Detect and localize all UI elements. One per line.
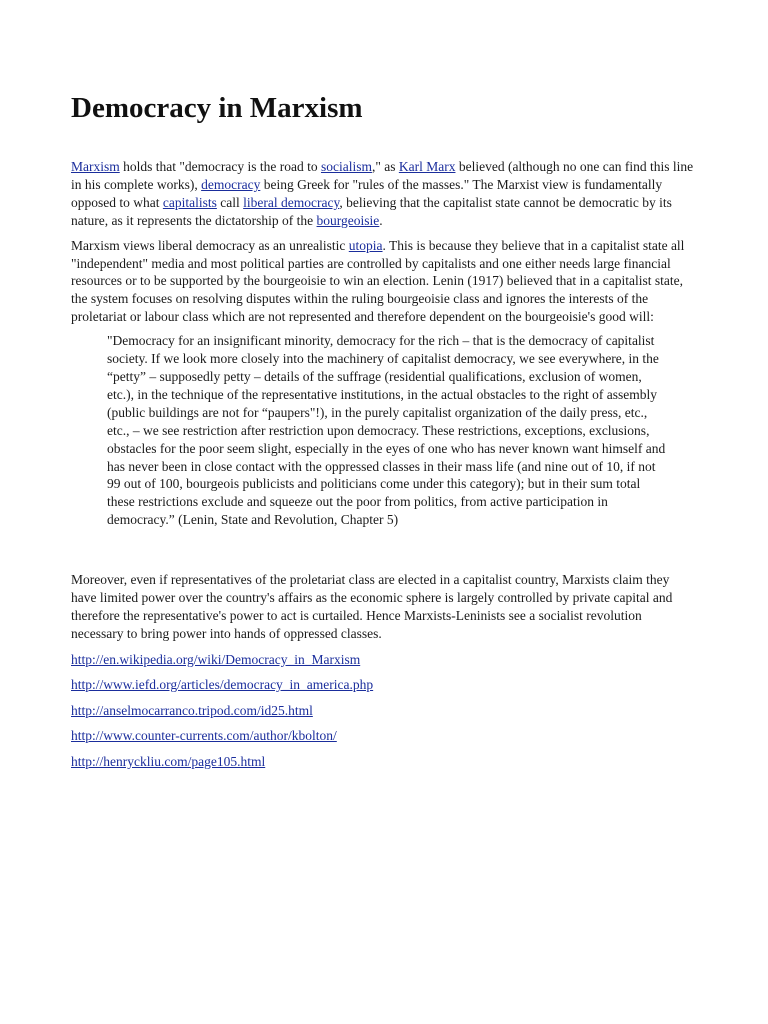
reference-link-counter-currents[interactable]: http://www.counter-currents.com/author/kbolton/ bbox=[71, 728, 337, 744]
reference-links bbox=[71, 651, 696, 771]
link-socialism[interactable]: socialism bbox=[320, 159, 372, 174]
paragraph-liberal-democracy: Marxism views liberal democracy as an unrealistic utopia. This is because they believe that in a capitalist state all "independent" media and most political parties are controlled by capitalists and one either needs large financial resources or to be supported by the bourgeoisie to win an election. Lenin (1917) believed that in a capitalist state, the system focuses on resolving disputes within the ruling bourgeoisie class and ignores the interests of the proletariat or labour class which are not represented and therefore dependent on the bourgeoisie's good will: bbox=[71, 237, 685, 325]
reference-link-henryckliu[interactable]: http://henryckliu.com/page105.html bbox=[71, 753, 266, 769]
page-title: Democracy in Marxism bbox=[71, 92, 363, 124]
link-liberal-democracy[interactable]: liberal democracy bbox=[243, 194, 340, 210]
paragraph-conclusion: Moreover, even if representatives of the proletariat class are elected in a capitalist country, Marxists claim they have limited power over the country's affairs as the economic sphere is largely controlled by private capital and therefore the representative's power to act is curtailed. Hence Marxists-Leninists see a socialist revolution necessary to bring power into hands of oppressed classes. bbox=[71, 572, 673, 641]
link-marxism[interactable]: Marxism bbox=[71, 159, 120, 174]
reference-link-tripod[interactable]: http://anselmocarranco.tripod.com/id25.html bbox=[71, 702, 313, 718]
reference-link-iefd[interactable]: http://www.iefd.org/articles/democracy_in_america.php bbox=[71, 677, 374, 693]
link-utopia[interactable]: utopia bbox=[348, 237, 383, 253]
link-capitalists[interactable]: capitalists bbox=[162, 194, 217, 210]
link-democracy[interactable]: democracy bbox=[201, 176, 261, 192]
link-bourgeoisie[interactable]: bourgeoisie bbox=[316, 212, 380, 228]
paragraph-intro: Marxism holds that "democracy is the road to socialism," as Karl Marx believed (although no one can find this line in his complete works), democracy being Greek for "rules of the masses." The Marxist view is fundamentally opposed to what capitalists call liberal democracy, believing that the capitalist state cannot be democratic by its nature, as it represents the dictatorship of the bourgeoisie. bbox=[71, 159, 694, 228]
lenin-quote: "Democracy for an insignificant minority, democracy for the rich – that is the democracy of capitalist society. If we look more closely into the machinery of capitalist democracy, we see everywhere, in the “petty” – supposedly petty – details of the suffrage (residential qualifications, exclusion of women, etc.), in the technique of the representative institutions, in the actual obstacles to the right of assembly (public buildings are not for “paupers"!), in the purely capitalist organization of the daily press, etc., etc., – we see restriction after restriction upon democracy. These restrictions, exceptions, exclusions, obstacles for the poor seem slight, especially in the eyes of one who has never known want himself and has never been in close contact with the oppressed classes in their mass life (and nine out of 10, if not 99 out of 100, bourgeois publicists and politicians come under this category); but in their sum total these restrictions exclude and squeeze out the poor from politics, from active participation in democracy.” (Lenin, State and Revolution, Chapter 5) bbox=[107, 333, 666, 528]
reference-link-wikipedia[interactable]: http://en.wikipedia.org/wiki/Democracy_in_Marxism bbox=[71, 651, 361, 667]
link-karl-marx[interactable]: Karl Marx bbox=[398, 159, 456, 174]
